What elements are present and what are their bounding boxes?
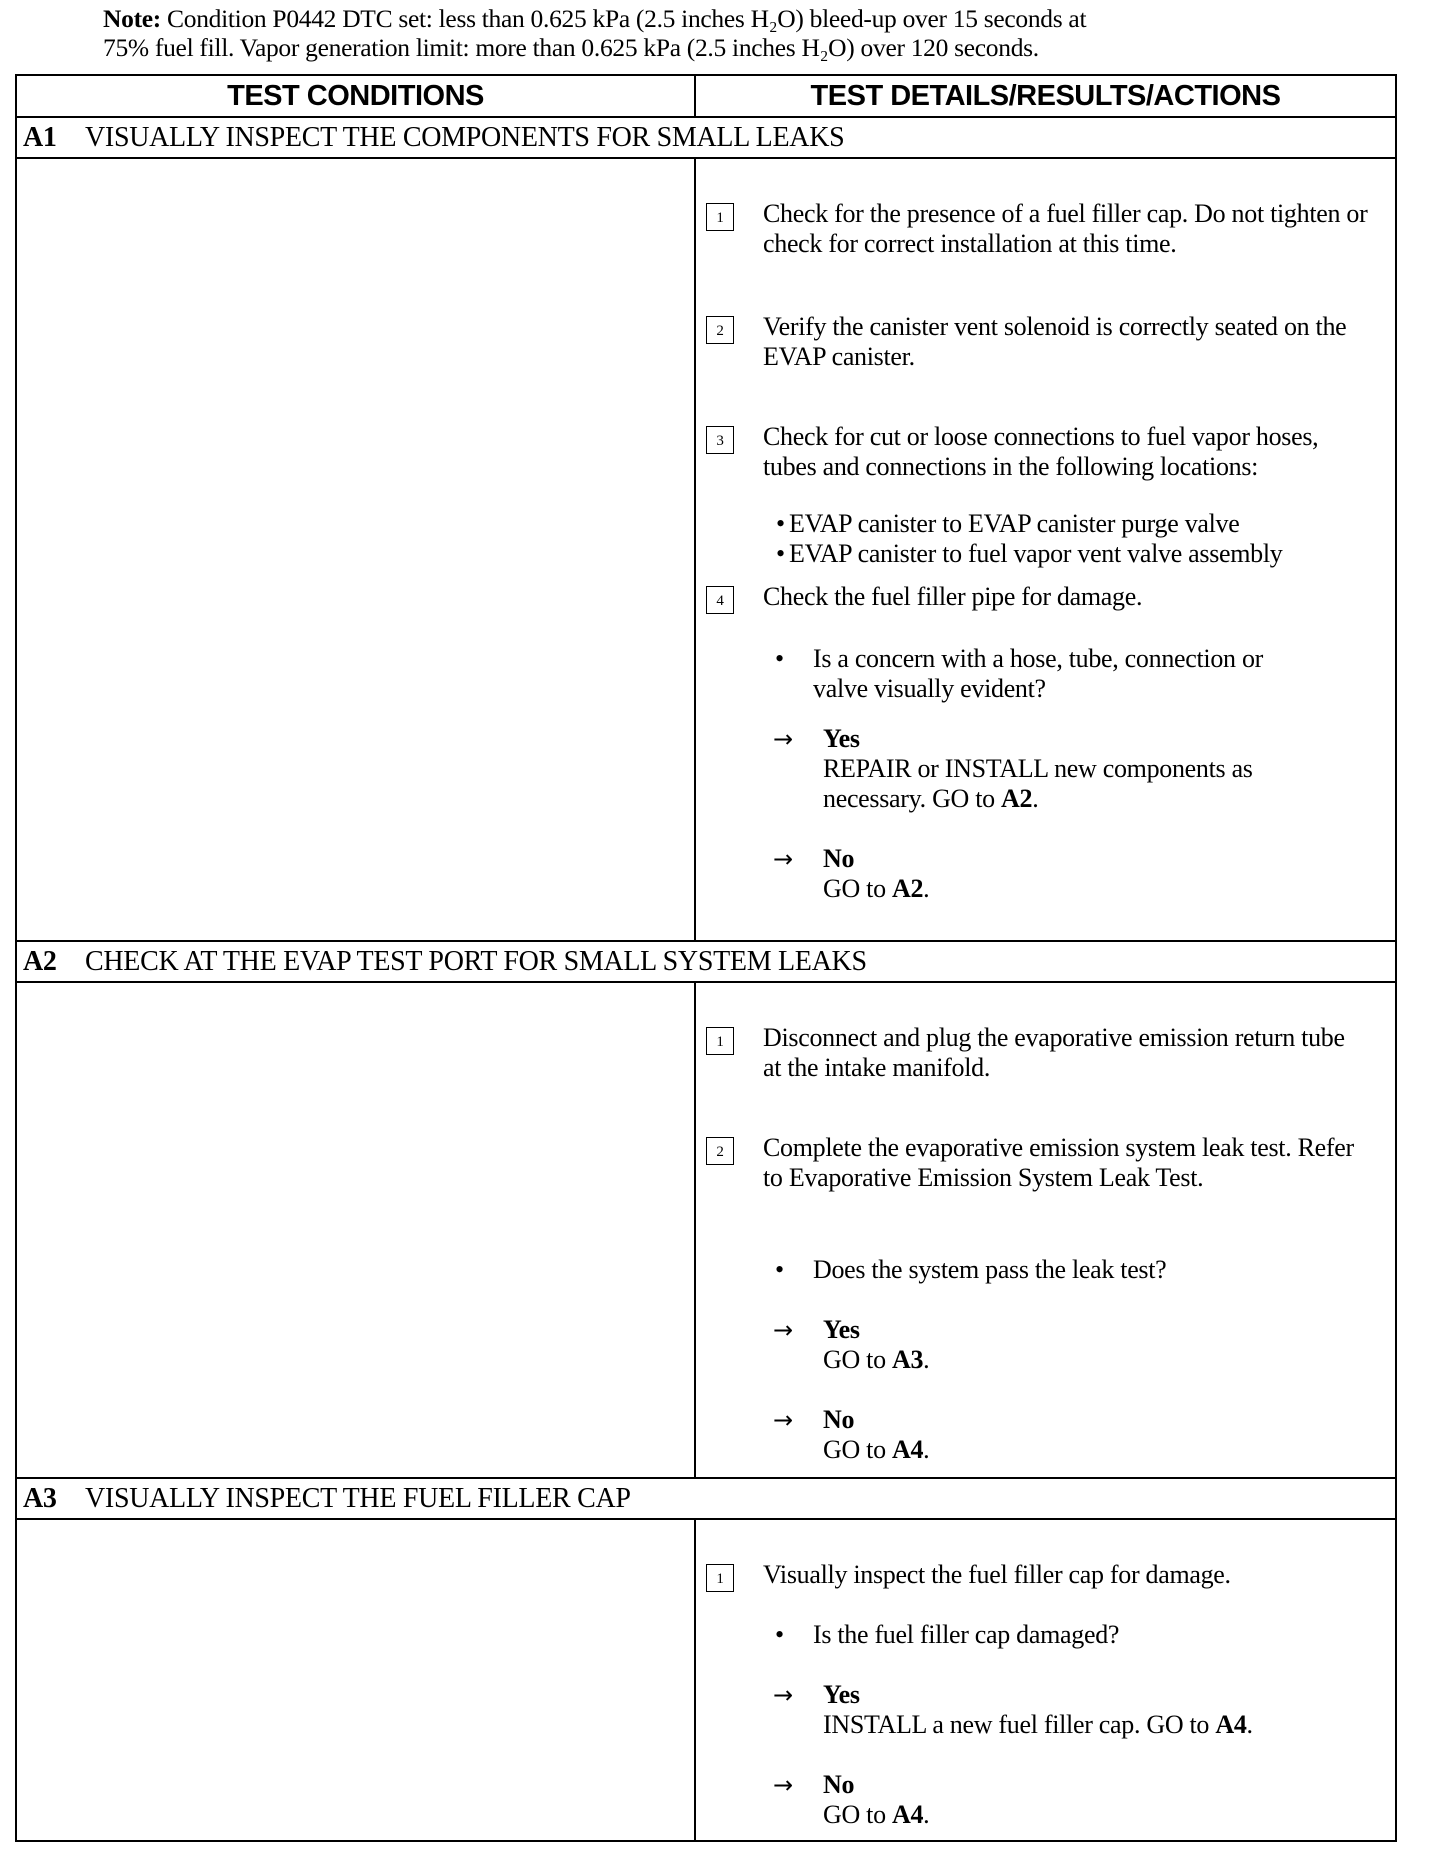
note-label: Note: [103, 4, 161, 33]
header-test-details: TEST DETAILS/RESULTS/ACTIONS [695, 75, 1396, 117]
answer-label: Yes [823, 1680, 860, 1709]
answer-action [823, 874, 1293, 904]
step-text: Check the fuel filler pipe for damage. [763, 582, 1143, 611]
step-number-box: 2 [706, 1137, 734, 1165]
header-test-conditions: TEST CONDITIONS [16, 75, 695, 117]
action-text: GO to [823, 1345, 892, 1374]
goto-target: A4 [1215, 1710, 1247, 1739]
action-text: GO to [823, 1800, 892, 1829]
bullet-text: EVAP canister to fuel vapor vent valve assembly [789, 539, 1283, 568]
details-cell-a2: 1 Disconnect and plug the evaporative emission return tube at the intake manifold. 2 Complete the evaporative emission system leak test. Refer to Evaporative Emission System Leak Test. • Does the system pass the leak test? → Yes GO to A3. → No GO to A4. [695, 982, 1396, 1478]
action-tail: . [1032, 784, 1039, 813]
arrow-right-icon: → [773, 1406, 793, 1434]
action-tail: . [923, 1435, 930, 1464]
section-title: CHECK AT THE EVAP TEST PORT FOR SMALL SYSTEM LEAKS [85, 946, 867, 977]
bullet-text: EVAP canister to EVAP canister purge valve [789, 509, 1240, 538]
answer-label: Yes [823, 724, 860, 753]
arrow-right-icon: → [773, 845, 793, 873]
step-number-box: 1 [706, 203, 734, 231]
question-text: Is a concern with a hose, tube, connection or valve visually evident? [813, 644, 1264, 703]
goto-target: A2 [1001, 784, 1033, 813]
section-id: A1 [23, 122, 57, 153]
section-header-a2 [16, 941, 1396, 982]
step-text: Complete the evaporative emission system leak test. Refer to Evaporative Emission System Leak Test. [763, 1133, 1354, 1192]
action-tail: . [923, 874, 930, 903]
answer-label: Yes [823, 1315, 860, 1344]
answer-action [823, 1345, 1293, 1375]
answer-action [823, 1435, 1293, 1465]
section-id: A3 [23, 1483, 57, 1514]
note-line-1: Condition P0442 DTC set: less than 0.625 kPa (2.5 inches H₂O) bleed-up over 15 seconds at [167, 4, 1087, 33]
action-text: REPAIR or INSTALL new components as necessary. GO to [823, 754, 1253, 813]
section-title: VISUALLY INSPECT THE FUEL FILLER CAP [85, 1483, 631, 1514]
answer-label: No [823, 1405, 855, 1434]
goto-target: A4 [891, 1800, 924, 1829]
step-number-box: 1 [706, 1564, 734, 1592]
goto-target: A4 [891, 1435, 924, 1464]
goto-target: A3 [891, 1345, 924, 1374]
goto-target: A2 [891, 874, 924, 903]
step-number-box: 4 [706, 586, 734, 614]
section-id: A2 [23, 946, 57, 977]
details-cell-a3: 1 Visually inspect the fuel filler cap for damage. • Is the fuel filler cap damaged? → Yes INSTALL a new fuel filler cap. GO to A4. → No GO to A4. [695, 1519, 1396, 1841]
conditions-cell-a3 [16, 1519, 695, 1841]
arrow-right-icon: → [773, 1771, 793, 1799]
bullet-item: • EVAP canister to EVAP canister purge valve [776, 509, 1240, 538]
note-block [103, 4, 1403, 62]
arrow-right-icon: → [773, 1681, 793, 1709]
step-text: Disconnect and plug the evaporative emission return tube at the intake manifold. [763, 1023, 1345, 1082]
question-text: Does the system pass the leak test? [813, 1255, 1167, 1284]
action-tail: . [923, 1800, 930, 1829]
conditions-cell-a1 [16, 158, 695, 941]
note-line-2: 75% fuel fill. Vapor generation limit: more than 0.625 kPa (2.5 inches H₂O) over 120 seconds. [103, 33, 1039, 62]
diagnostic-table [15, 74, 1397, 1842]
action-text: INSTALL a new fuel filler cap. GO to [823, 1710, 1216, 1739]
bullet-item: • EVAP canister to fuel vapor vent valve assembly [776, 539, 1283, 568]
action-text: GO to [823, 1435, 892, 1464]
section-header-a3 [16, 1478, 1396, 1519]
step-text: Visually inspect the fuel filler cap for damage. [763, 1560, 1231, 1589]
answer-action [823, 1710, 1293, 1740]
step-text: Verify the canister vent solenoid is correctly seated on the EVAP canister. [763, 312, 1347, 371]
action-tail: . [923, 1345, 930, 1374]
action-text: GO to [823, 874, 892, 903]
section-title: VISUALLY INSPECT THE COMPONENTS FOR SMALL LEAKS [85, 122, 845, 153]
action-tail: . [1246, 1710, 1253, 1739]
step-number-box: 1 [706, 1027, 734, 1055]
arrow-right-icon: → [773, 1316, 793, 1344]
step-text: Check for cut or loose connections to fuel vapor hoses, tubes and connections in the following locations: [763, 422, 1319, 481]
answer-label: No [823, 844, 855, 873]
answer-action [823, 1800, 1293, 1830]
answer-label: No [823, 1770, 855, 1799]
answer-action [823, 754, 1293, 814]
section-header-a1 [16, 117, 1396, 158]
question-text: Is the fuel filler cap damaged? [813, 1620, 1120, 1649]
step-number-box: 2 [706, 316, 734, 344]
step-text: Check for the presence of a fuel filler cap. Do not tighten or check for correct installation at this time. [763, 199, 1368, 258]
step-number-box: 3 [706, 426, 734, 454]
details-cell-a1: 1 Check for the presence of a fuel filler cap. Do not tighten or check for correct installation at this time. 2 Verify the canister vent solenoid is correctly seated on the EVAP canister. 3 Check for cut or loose connections to fuel vapor hoses, tubes and connections in the following locations: • EVAP canister to EVAP canister purge valve • EVAP canister to fuel vapor vent valve assembly 4 Check the fuel filler pipe for damage. • Is a concern with a hose, tube, connection or valve visually evident? → Yes REPAIR or INSTALL new components as necessary. GO to A2. → No GO to A2. [695, 158, 1396, 941]
arrow-right-icon: → [773, 725, 793, 753]
conditions-cell-a2 [16, 982, 695, 1478]
